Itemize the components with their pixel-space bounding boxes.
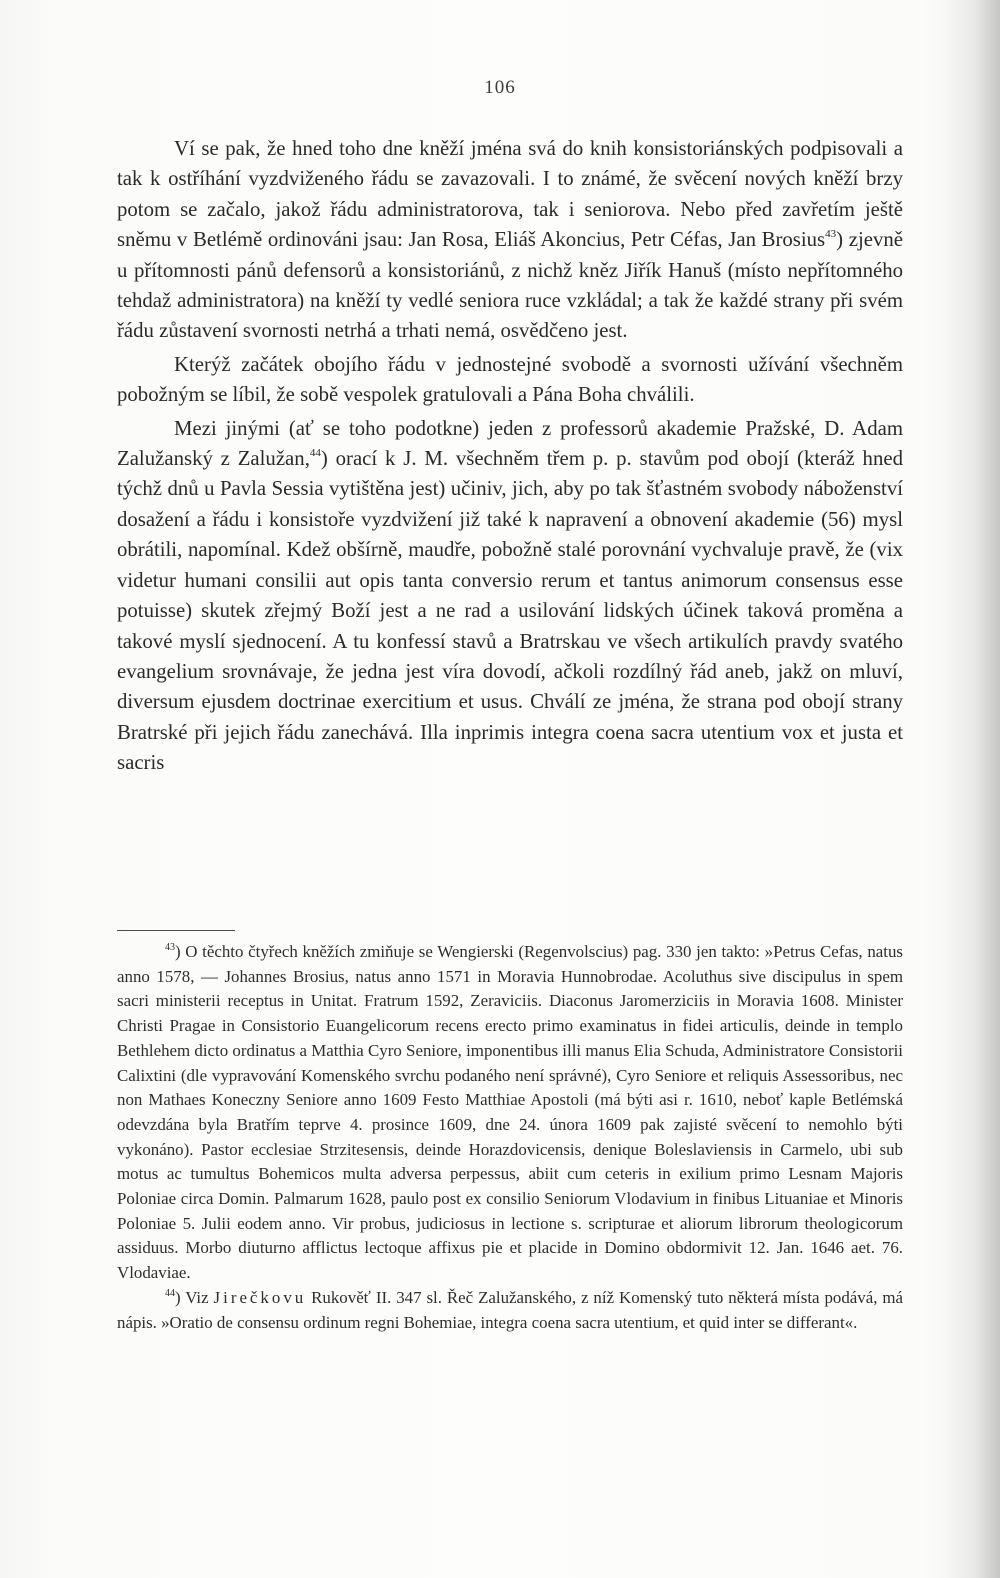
page-edge-shadow (945, 0, 1000, 1578)
footnote-44-marker (165, 1288, 175, 1307)
paragraph-2 (117, 350, 903, 411)
footnote-ref-44[interactable]: 44 (309, 447, 321, 460)
paragraph-3-text-a: Mezi jinými (ať se toho podotkne) jeden z professorů akademie Pražské, D. Adam Zalužanský z Zalužan, (117, 416, 903, 471)
paragraph-2-text: Kterýž začátek obojího řádu v jednostejné svobodě a svornosti užívání všechněm pobožným se líbil, že sobě vespolek gratulovali a Pána Boha chválili. (117, 352, 903, 407)
footnote-44 (117, 1286, 903, 1335)
footnote-44-text-b: Rukověť II. 347 sl. Řeč Zalužanského, z níž Komenský tuto některá místa podává, má nápis. »Oratio de consensu ordinum regni Bohemiae, integra coena sacra utentium, et quid inter se differant«. (117, 1287, 903, 1332)
footnote-43-number: 43 (165, 942, 175, 953)
footnotes (117, 940, 903, 1335)
footnote-43 (117, 940, 903, 1286)
footnote-43-text: ) O těchto čtyřech kněžích zmiňuje se Wengierski (Regenvolscius) pag. 330 jen takto: »Petrus Cefas, natus anno 1578, — Johannes Brosius, natus anno 1571 in Moravia Hunnobrodae. Acoluthus sive discipulus in spem sacri ministerii receptus in Unitat. Fratrum 1592, Zeraviciis. Diaconus Jaromerziciis in Moravia 1608. Minister Christi Pragae in Consistorio Euangelicorum recens erecto primo examinatus in fidei articulis, deinde in templo Bethlehem dicto ordinatus a Matthia Cyro Seniore, imponentibus illi manus Elia Schuda, Administratore Consistorii Calixtini (dle vypravování Komenského svrchu podaného není správné), Cyro Seniore et reliquis Assessoribus, nec non Mathaes Koneczny Seniore anno 1609 Festo Matthiae Apostoli (má býti asi r. 1610, neboť kaple Betlémská odevzdána byla Bratřím teprve 4. prosince 1609, dne 24. února 1609 pak zajisté svěcení to nemohlo býti vykonáno). Pastor ecclesiae Strzitesensis, deinde Horazdovicensis, denique Boleslaviensis in Carmelo, ubi sub motus ac tumultus Bohemicos multa adversa perpessus, abiit cum ceteris in exilium primo Lesnam Majoris Poloniae circa Domin. Palmarum 1628, paulo post ex consilio Seniorum Vlodavium in finibus Lituaniae et Minoris Poloniae 5. Julii eodem anno. Vir probus, judiciosus in lectione s. scripturae et aliorum librorum theologicorum assiduus. Morbo diuturno afflictus lectoque affixus pie et placide in Domino obdormivit 12. Jan. 1646 aet. 76. Vlodaviae. (117, 942, 903, 1283)
paragraph-1-text-b: ) zjevně u přítomnosti pánů defensorů a konsistoriánů, z nichž kněz Jiřík Hanuš (místo nepřítomného tehdaž administratora) na kněží ty vedlé seniora ruce vzkládal; a tak že každé strany při svém řádu zůstavení svornosti netrhá a trhati nemá, osvědčeno jest. (117, 228, 903, 343)
footnote-44-text-a: ) Viz (175, 1287, 214, 1307)
main-text (117, 134, 903, 779)
footnote-44-spaced-name: Jirečkovu (213, 1287, 307, 1307)
paragraph-1 (117, 134, 903, 347)
footnote-divider (117, 930, 235, 931)
footnote-43-marker (165, 942, 175, 961)
paragraph-1-text-a: Ví se pak, že hned toho dne kněží jména svá do knih konsistoriánských podpisovali a tak k ostříhání vyzdviženého řádu se zavazovali. I to známé, že svěcení nových kněží brzy potom se začalo, jakož řádu administratorova, tak i seniorova. Nebo před zavřetím ještě sněmu v Betlémě ordinováni jsau: Jan Rosa, Eliáš Akoncius, Petr Céfas, Jan Brosius (117, 137, 903, 252)
page-number: 106 (484, 77, 516, 98)
paragraph-3 (117, 414, 903, 779)
paragraph-3-text-b: ) orací k J. M. všechněm třem p. p. stavům pod obojí (kteráž hned týchž dnů u Pavla Sessia vytištěna jest) učiniv, jich, aby po tak šťastném svobody náboženství dosažení a řádu i konsistoře vyzdvižení již také k napravení a obnovení akademie (56) mysl obrátili, napomínal. Kdež obšírně, maudře, pobožně stalé porovnání vychvaluje pravě, že (vix videtur humani consilii aut opis tanta conversio rerum et tantus animorum consensus esse potuisse) skutek zřejmý Boží jest a ne rad a usilování lidských účinek taková proměna a takové myslí sjednocení. A tu konfessí stavů a Bratrskau ve všech artikulích pravdy svatého evangelium srovnávaje, že jedna jest víra dovodí, ačkoli rozdílný řád aneb, jakž on mluví, diversum ejusdem doctrinae exercitium et usus. Chválí ze jména, že strana pod obojí strany Bratrské při jejich řádu zanechává. Illa inprimis integra coena sacra utentium vox et justa et sacris (117, 447, 903, 775)
footnote-44-number: 44 (165, 1287, 175, 1299)
footnote-ref-43[interactable]: 43 (825, 228, 837, 241)
